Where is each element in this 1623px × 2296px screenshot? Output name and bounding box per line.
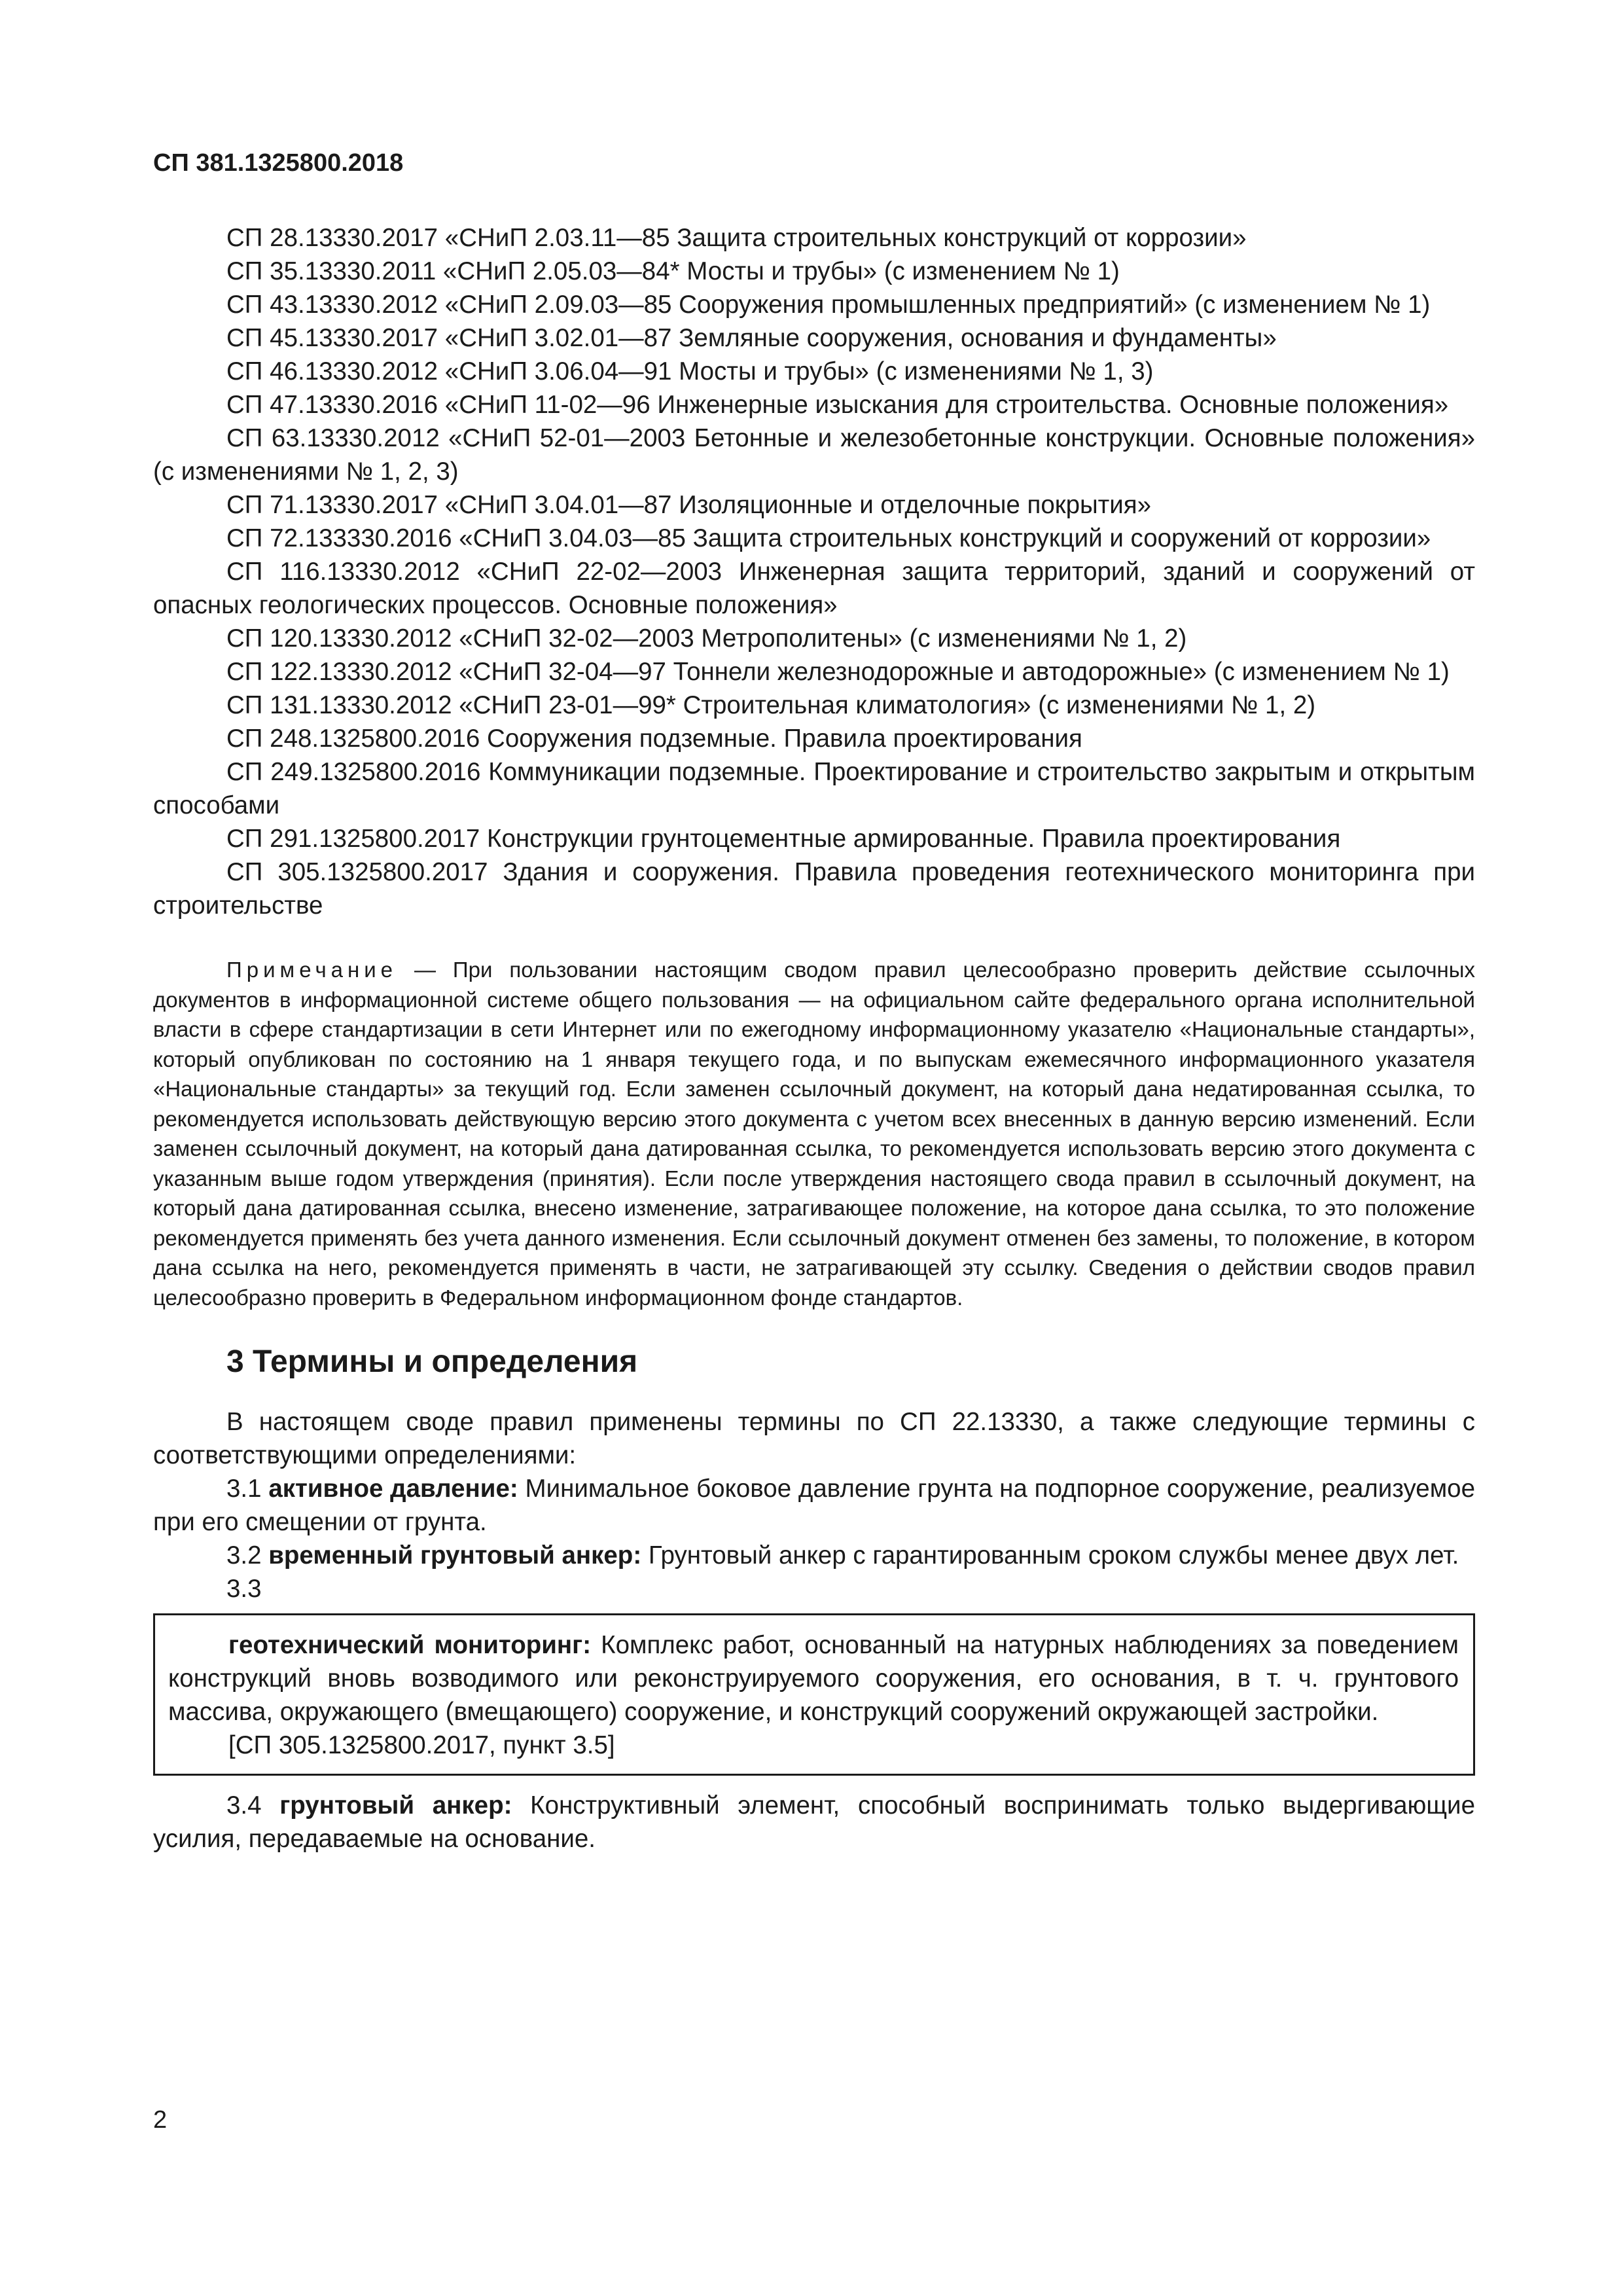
quoted-term-box — [153, 1613, 1475, 1776]
term-title: временный грунтовый анкер: — [268, 1541, 642, 1570]
term-entry — [153, 1789, 1475, 1856]
reference-item: СП 28.13330.2017 «СНиП 2.03.11—85 Защита строительных конструкций от коррозии» — [226, 224, 1247, 252]
term-title: грунтовый анкер: — [279, 1791, 512, 1820]
references-list — [153, 221, 1475, 922]
term-title: геотехнический мониторинг: — [228, 1631, 592, 1659]
reference-item: СП 45.13330.2017 «СНиП 3.02.01—87 Земляные сооружения, основания и фундаменты» — [226, 324, 1277, 352]
term-definition: Грунтовый анкер с гарантированным сроком службы менее двух лет. — [641, 1541, 1459, 1570]
reference-item: СП 305.1325800.2017 Здания и сооружения. Правила проведения геотехнического мониторинга при строительстве — [153, 858, 1475, 920]
section-intro: В настоящем своде правил применены термины по СП 22.13330, а также следующие термины с соответствующими определениями: — [153, 1408, 1475, 1469]
term-definition: Конструктивный элемент, способный воспринимать только выдергивающие усилия, передаваемые на основание. — [153, 1791, 1475, 1853]
reference-item: СП 63.13330.2012 «СНиП 52-01—2003 Бетонные и железобетонные конструкции. Основные положения» (с изменениями № 1, 2, 3) — [153, 424, 1475, 486]
term-source: [СП 305.1325800.2017, пункт 3.5] — [228, 1731, 615, 1759]
reference-item: СП 72.133330.2016 «СНиП 3.04.03—85 Защита строительных конструкций и сооружений от коррозии» — [226, 524, 1431, 552]
section-heading: 3 Термины и определения — [226, 1344, 638, 1379]
reference-item: СП 46.13330.2012 «СНиП 3.06.04—91 Мосты и трубы» (с изменениями № 1, 3) — [226, 357, 1154, 386]
term-title: активное давление: — [268, 1475, 518, 1503]
reference-item: СП 249.1325800.2016 Коммуникации подземные. Проектирование и строительство закрытым и открытым способами — [153, 758, 1475, 819]
note-label: Примечание — [226, 958, 398, 982]
reference-item: СП 47.13330.2016 «СНиП 11-02—96 Инженерные изыскания для строительства. Основные положения» — [226, 391, 1449, 419]
document-header: СП 381.1325800.2018 — [153, 149, 404, 177]
page-content — [153, 221, 1475, 1856]
term-definition: Комплекс работ, основанный на натурных наблюдениях за поведением конструкций вновь возводимого или реконструируемого сооружения, его основания, в т. ч. грунтового массива, окружающего (вмещающего) сооружение, и конструкций сооружений окружающей застройки. — [168, 1631, 1459, 1726]
term-number-standalone: 3.3 — [226, 1575, 262, 1603]
reference-item: СП 71.13330.2017 «СНиП 3.04.01—87 Изоляционные и отделочные покрытия» — [226, 491, 1152, 519]
reference-item: СП 120.13330.2012 «СНиП 32-02—2003 Метрополитены» (с изменениями № 1, 2) — [226, 624, 1187, 653]
term-number: 3.4 — [226, 1791, 262, 1820]
term-number: 3.2 — [226, 1541, 262, 1570]
term-entry — [168, 1628, 1459, 1729]
note-text: — При пользовании настоящим сводом правил целесообразно проверить действие ссылочных документов в информационной системе общего пользования — на официальном сайте федерального органа исполнительной власти в сфере стандартизации в сети Интернет или по ежегодному информационному указателю «Национальные стандарты», который опубликован по состоянию на 1 января текущего года, и по выпускам ежемесячного информационного указателя «Национальные стандарты» за текущий год. Если заменен ссылочный документ, на который дана недатированная ссылка, то рекомендуется использовать действующую версию этого документа с учетом всех внесенных в данную версию изменений. Если заменен ссылочный документ, на который дана датированная ссылка, то рекомендуется использовать версию этого документа с указанным выше годом утверждения (принятия). Если после утверждения настоящего свода правил в ссылочный документ, на который дана датированная ссылка, внесено изменение, затрагивающее положение, на которое дана ссылка, то это положение рекомендуется применять без учета данного изменения. Если ссылочный документ отменен без замены, то положение, в котором дана ссылка на него, рекомендуется применять в части, не затрагивающей эту ссылку. Сведения о действии сводов правил целесообразно проверить в Федеральном информационном фонде стандартов. — [153, 958, 1475, 1310]
term-definition: Минимальное боковое давление грунта на подпорное сооружение, реализуемое при его смещении от грунта. — [153, 1475, 1475, 1536]
term-entry — [153, 1472, 1475, 1539]
note-paragraph — [153, 955, 1475, 1312]
reference-item: СП 248.1325800.2016 Сооружения подземные. Правила проектирования — [226, 725, 1082, 753]
reference-item: СП 131.13330.2012 «СНиП 23-01—99* Строительная климатология» (с изменениями № 1, 2) — [226, 691, 1316, 719]
reference-item: СП 291.1325800.2017 Конструкции грунтоцементные армированные. Правила проектирования — [226, 825, 1341, 853]
reference-item: СП 116.13330.2012 «СНиП 22-02—2003 Инженерная защита территорий, зданий и сооружений от опасных геологических процессов. Основные положения» — [153, 558, 1475, 619]
reference-item: СП 35.13330.2011 «СНиП 2.05.03—84* Мосты и трубы» (с изменением № 1) — [226, 257, 1120, 285]
reference-item: СП 43.13330.2012 «СНиП 2.09.03—85 Сооружения промышленных предприятий» (с изменением № 1) — [226, 291, 1431, 319]
term-entry — [153, 1539, 1475, 1572]
reference-item: СП 122.13330.2012 «СНиП 32-04—97 Тоннели железнодорожные и автодорожные» (с изменением № 1) — [226, 658, 1450, 686]
term-number: 3.1 — [226, 1475, 262, 1503]
page-number: 2 — [153, 2106, 168, 2134]
